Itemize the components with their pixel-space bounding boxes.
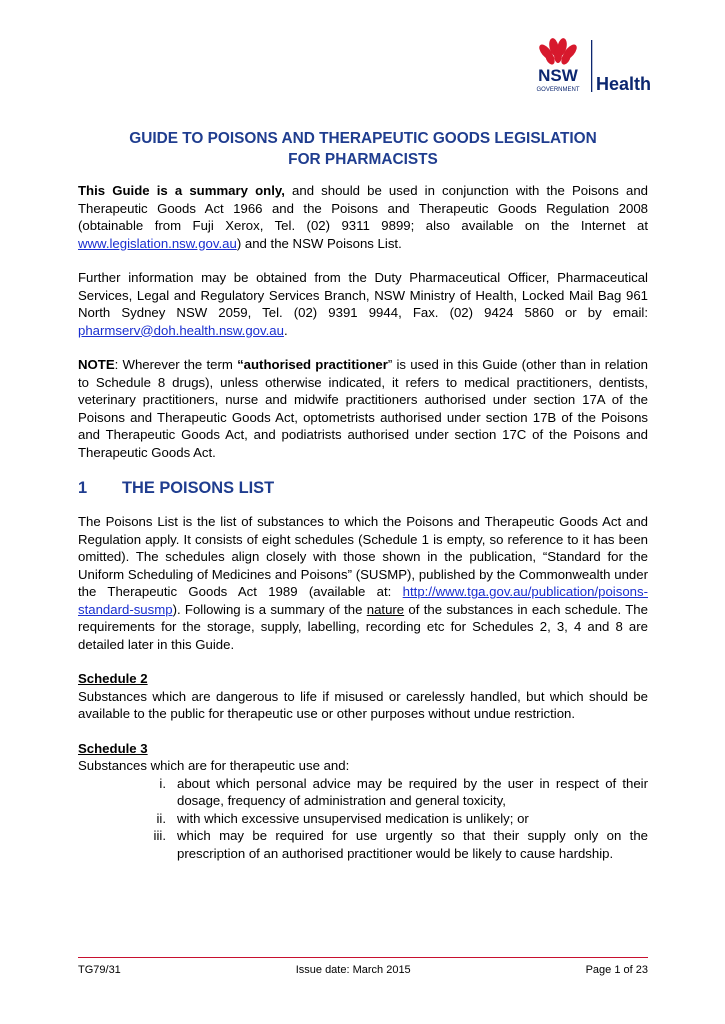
schedule-3-intro: Substances which are for therapeutic use and:	[78, 758, 350, 773]
note-post: ” is used in this Guide (other than in relation to Schedule 8 drugs), unless otherwise indicated, it refers to medical practitioners, dentists, veterinary practitioners, nurse and midwife practitioners authorised under section 17A of the Poisons and Therapeutic Goods Act, optometrists authorised under section 17B of the Poisons and Therapeutic Goods Act, and podiatrists authorised under section 17C of the Poisons and Therapeutic Goods Act.	[78, 357, 648, 460]
title-line-1: GUIDE TO POISONS AND THERAPEUTIC GOODS LEGISLATION	[129, 130, 597, 147]
poisons-list-paragraph	[78, 513, 648, 653]
waratah-icon	[537, 38, 579, 66]
poisons-list-text-2: ). Following is a summary of the	[172, 601, 367, 617]
section-1-heading	[78, 478, 648, 498]
footer-divider	[78, 957, 648, 958]
schedule-2-block	[78, 670, 648, 723]
email-link[interactable]: pharmserv@doh.health.nsw.gov.au	[78, 322, 284, 338]
list-item-text: with which excessive unsupervised medication is unlikely; or	[177, 810, 529, 826]
page-footer	[78, 964, 648, 976]
intro-after: ) and the NSW Poisons List.	[236, 235, 402, 251]
list-item-text: which may be required for use urgently so that their supply only on the prescription of an authorised practitioner would be likely to cause hardship.	[177, 828, 648, 861]
legislation-link[interactable]: www.legislation.nsw.gov.au	[78, 235, 237, 251]
schedule-2-text: Substances which are dangerous to life if misused or carelessly handled, but which should be available to the public for therapeutic use or other purposes without undue restriction.	[78, 688, 648, 721]
intro-text: and should be used in conjunction with the Poisons and Therapeutic Goods Act 1966 and the Poisons and Therapeutic Goods Regulation 2008 (obtainable from Fuji Xerox, Tel. (02) 9311 9899; also available on the Internet at	[78, 183, 648, 233]
nsw-health-logo	[528, 38, 658, 100]
title-line-2: FOR PHARMACISTS	[288, 151, 438, 168]
footer-page-number: Page 1 of 23	[585, 964, 648, 976]
note-label: NOTE	[78, 357, 115, 372]
logo-government: GOVERNMENT	[536, 87, 580, 93]
poisons-list-text-3: of the substances in each schedule. The requirements for the storage, supply, labelling, recording etc for Schedules 2, 3, 4 and 8 are detailed later in this Guide.	[78, 601, 648, 652]
list-item-number: ii.	[156, 810, 166, 826]
list-item	[78, 810, 648, 828]
footer-issue-date: Issue date: March 2015	[295, 964, 411, 976]
footer-reference: TG79/31	[78, 964, 121, 976]
poisons-list-text-1: The Poisons List is the list of substances to which the Poisons and Therapeutic Goods Act and Regulation apply. It consists of eight schedules (Schedule 1 is empty, so reference to it has been omitted). The schedules align closely with those shown in the publication, “Standard for the Uniform Scheduling of Medicines and Poisons” (SUSMP), published by the Commonwealth under the Therapeutic Goods Act 1989 (available at:	[78, 514, 648, 599]
list-item-number: iii.	[153, 828, 166, 843]
schedule-3-list	[78, 775, 648, 863]
document-body	[78, 182, 648, 879]
nature-word: nature	[366, 601, 405, 617]
list-item	[78, 775, 648, 810]
tga-link[interactable]: http://www.tga.gov.au/publication/poisons-standard-susmp	[78, 584, 648, 617]
page-title	[78, 128, 648, 170]
logo-health: Health	[596, 74, 652, 94]
section-title: THE POISONS LIST	[122, 479, 275, 497]
further-after: .	[283, 322, 288, 338]
schedule-3-heading: Schedule 3	[78, 740, 148, 756]
schedule-3-block	[78, 740, 648, 863]
intro-bold: This Guide is a summary only,	[78, 183, 285, 198]
section-number: 1	[78, 479, 88, 497]
further-text: Further information may be obtained from the Duty Pharmaceutical Officer, Pharmaceutical Services, Legal and Regulatory Services Branch, NSW Ministry of Health, Locked Mail Bag 961 North Sydney NSW 2059, Tel. (02) 9391 9944, Fax. (02) 9424 5860 or by email:	[78, 270, 648, 320]
note-term: “authorised practitioner	[237, 357, 388, 372]
intro-paragraph	[78, 182, 648, 252]
list-item-number: i.	[159, 775, 166, 791]
list-item-text: about which personal advice may be required by the user in respect of their dosage, frequency of administration and general toxicity,	[177, 775, 648, 808]
schedule-2-heading: Schedule 2	[78, 671, 148, 686]
logo-nsw: NSW	[538, 66, 578, 85]
further-info-paragraph	[78, 269, 648, 339]
note-pre: : Wherever the term	[114, 357, 238, 372]
list-item	[78, 827, 648, 862]
note-paragraph	[78, 356, 648, 461]
